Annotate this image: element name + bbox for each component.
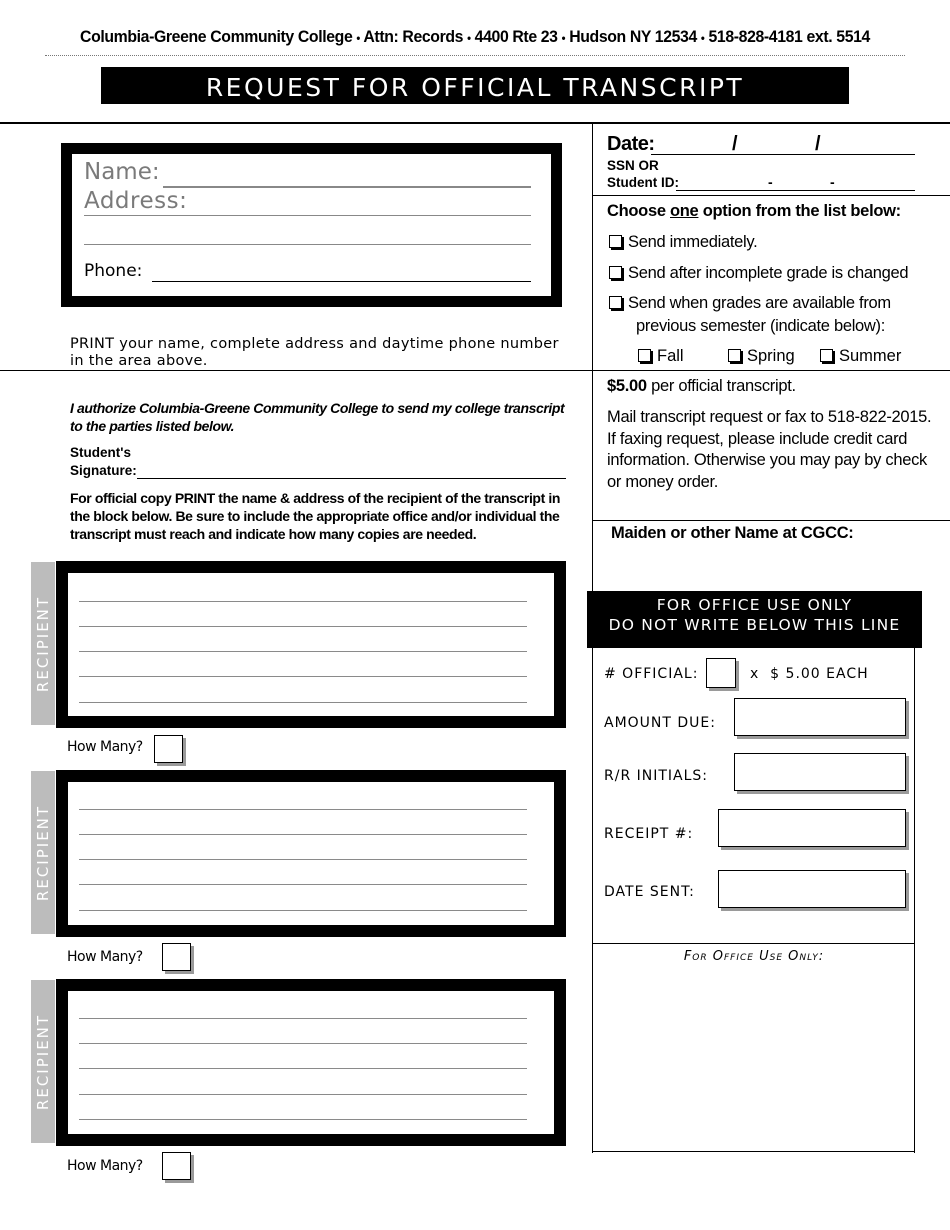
office-right-rule — [914, 647, 915, 1153]
recipient-line[interactable] — [79, 809, 527, 810]
semester-spring[interactable] — [728, 347, 795, 366]
how-many-box[interactable] — [162, 943, 191, 971]
date-slash: / — [815, 133, 821, 155]
mail-instructions — [607, 407, 931, 493]
recipient-tab-label: RECIPIENT — [34, 1013, 52, 1110]
address-line-1[interactable] — [84, 215, 531, 216]
mail-line: If faxing request, please include credit card — [607, 429, 908, 448]
recipient-box[interactable] — [56, 979, 566, 1146]
signature-label-line1: Student's — [70, 445, 131, 460]
recipient-tab-label: RECIPIENT — [34, 595, 52, 692]
authorization-text: I authorize Columbia-Greene Community College to send my college transcript to the parties listed below. — [70, 400, 565, 434]
ssn-label: SSN OR — [607, 158, 659, 173]
rr-initials-box[interactable] — [734, 753, 906, 791]
how-many-label: How Many? — [67, 739, 143, 755]
mail-line: or money order. — [607, 472, 719, 491]
student-id-line[interactable] — [676, 190, 915, 191]
bullet: • — [467, 31, 471, 45]
office-banner-line1: FOR OFFICE USE ONLY — [656, 596, 853, 614]
fee-rule — [593, 520, 950, 521]
amount-due-label: AMOUNT DUE: — [604, 715, 716, 731]
name-line[interactable] — [163, 186, 531, 188]
recipient-line[interactable] — [79, 1018, 527, 1019]
attn-records: Attn: Records — [363, 27, 464, 46]
mail-line: Mail transcript request or fax to 518-822-2015. — [607, 408, 932, 426]
recipient-line[interactable] — [79, 676, 527, 677]
how-many-label: How Many? — [67, 1158, 143, 1174]
rr-initials-label: R/R INITIALS: — [604, 768, 709, 784]
fee-price-text: per official transcript. — [646, 377, 796, 395]
date-line[interactable] — [651, 154, 915, 155]
maiden-name-label: Maiden or other Name at CGCC: — [611, 524, 854, 542]
recipient-tab — [31, 771, 55, 934]
recipient-line[interactable] — [79, 651, 527, 652]
address-label: Address: — [84, 188, 188, 214]
recipient-instruction: For official copy PRINT the name & address of the recipient of the transcript in the block below. Be sure to include the appropriate office and/or individual the transcript must reach and indicate how many copies are needed. — [70, 490, 560, 542]
checkbox[interactable] — [728, 349, 741, 362]
student-id-label: Student ID: — [607, 175, 679, 190]
checkbox[interactable] — [609, 296, 622, 309]
address-line-2[interactable] — [84, 244, 531, 245]
option-label: Send immediately. — [628, 233, 758, 251]
signature-label-line2: Signature: — [70, 463, 137, 478]
left-section-rule — [0, 370, 592, 371]
recipient-line[interactable] — [79, 910, 527, 911]
bullet: • — [356, 31, 360, 45]
recipient-line[interactable] — [79, 1094, 527, 1095]
college-name: Columbia-Greene Community College — [80, 27, 353, 46]
page-title: REQUEST FOR OFFICIAL TRANSCRIPT — [205, 73, 745, 102]
city-state-zip: Hudson NY 12534 — [569, 27, 697, 46]
options-rule — [593, 370, 950, 371]
semester-summer[interactable] — [820, 347, 901, 366]
signature-line[interactable] — [137, 478, 566, 479]
option-send-when-grades[interactable] — [609, 294, 891, 313]
id-dash: - — [768, 174, 773, 190]
recipient-line[interactable] — [79, 884, 527, 885]
semester-label: Spring — [747, 347, 795, 365]
signature-label — [70, 444, 137, 480]
recipient-line[interactable] — [79, 702, 527, 703]
options-heading-post: option from the list below: — [698, 202, 901, 220]
recipient-box[interactable] — [56, 770, 566, 937]
recipient-line[interactable] — [79, 1068, 527, 1069]
recipient-line[interactable] — [79, 601, 527, 602]
checkbox[interactable] — [609, 266, 622, 279]
college-phone: 518-828-4181 ext. 5514 — [708, 27, 870, 46]
recipient-tab-label: RECIPIENT — [34, 804, 52, 901]
date-block-rule — [593, 195, 950, 196]
id-dash: - — [830, 174, 835, 190]
mail-line: information. Otherwise you may pay by check — [607, 451, 927, 469]
recipient-tab — [31, 562, 55, 725]
receipt-box[interactable] — [718, 809, 906, 847]
option-note: previous semester (indicate below): — [636, 317, 886, 335]
options-heading-pre: Choose — [607, 202, 670, 220]
name-label: Name: — [84, 159, 160, 185]
semester-fall[interactable] — [638, 347, 684, 366]
amount-due-box[interactable] — [734, 698, 906, 736]
options-heading-emph: one — [670, 202, 699, 220]
recipient-line[interactable] — [79, 1119, 527, 1120]
semester-label: Fall — [657, 347, 684, 365]
recipient-line[interactable] — [79, 1043, 527, 1044]
official-count-box[interactable] — [706, 658, 736, 688]
recipient-tab — [31, 980, 55, 1143]
phone-line[interactable] — [152, 281, 531, 282]
date-slash: / — [732, 133, 738, 155]
fee-text — [607, 377, 796, 396]
date-sent-box[interactable] — [718, 870, 906, 908]
recipient-line[interactable] — [79, 834, 527, 835]
office-banner-line2: DO NOT WRITE BELOW THIS LINE — [608, 616, 901, 634]
fee-price: $5.00 — [607, 377, 647, 395]
contact-instruction: PRINT your name, complete address and daytime phone number in the area above. — [70, 336, 559, 369]
date-sent-label: DATE SENT: — [604, 884, 695, 900]
date-label: Date: — [607, 133, 655, 155]
how-many-box[interactable] — [162, 1152, 191, 1180]
recipient-line[interactable] — [79, 626, 527, 627]
option-send-immediately[interactable] — [609, 233, 757, 252]
office-only-label: For Office Use Only: — [683, 949, 825, 964]
receipt-label: RECEIPT #: — [604, 826, 694, 842]
checkbox[interactable] — [638, 349, 651, 362]
header-dotted-rule — [45, 55, 905, 56]
option-label: Send after incomplete grade is changed — [628, 264, 909, 282]
recipient-line[interactable] — [79, 859, 527, 860]
options-heading — [607, 202, 901, 221]
checkbox[interactable] — [609, 235, 622, 248]
office-only-rule — [593, 943, 915, 944]
option-send-after-incomplete[interactable] — [609, 264, 908, 283]
semester-label: Summer — [839, 347, 902, 365]
each-label: x $ 5.00 EACH — [750, 666, 869, 682]
phone-label: Phone: — [84, 261, 143, 281]
recipient-box[interactable] — [56, 561, 566, 728]
office-bottom-rule — [592, 1151, 915, 1152]
official-label: # OFFICIAL: — [604, 666, 699, 682]
header-address — [33, 27, 917, 47]
main-top-rule — [0, 122, 950, 124]
bullet: • — [561, 31, 566, 45]
how-many-label: How Many? — [67, 949, 143, 965]
how-many-box[interactable] — [154, 735, 183, 763]
bullet: • — [700, 31, 705, 45]
street-address: 4400 Rte 23 — [474, 27, 558, 46]
checkbox[interactable] — [820, 349, 833, 362]
option-label: Send when grades are available from — [628, 294, 891, 312]
